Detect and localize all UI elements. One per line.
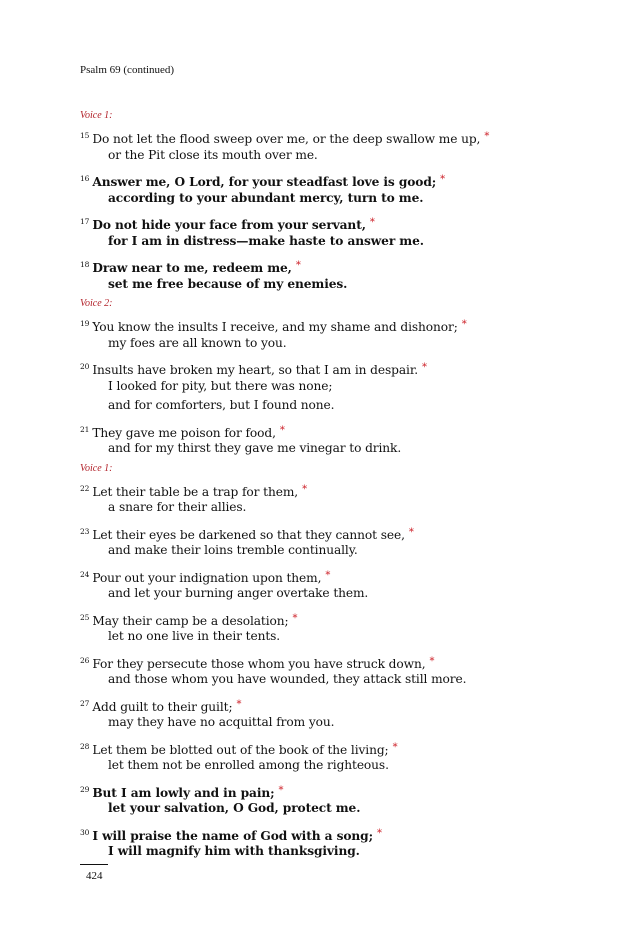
verse-text: and those whom you have wounded, they attack still more. xyxy=(108,672,467,686)
verse-29 xyxy=(80,780,560,819)
verse-26 xyxy=(80,651,560,690)
verse-first-line xyxy=(80,255,560,275)
page-number: 424 xyxy=(86,870,103,882)
verse-text: May their camp be a desolation; xyxy=(92,613,289,628)
verse-text: I will magnify him with thanksgiving. xyxy=(108,844,360,858)
verse-text: according to your abundant mercy, turn to me. xyxy=(108,190,424,205)
verse-number: 15 xyxy=(80,131,90,140)
asterisk-mark: * xyxy=(429,655,435,667)
asterisk-mark: * xyxy=(295,260,301,271)
verse-first-line xyxy=(80,420,560,440)
verse-number: 25 xyxy=(80,612,90,622)
verse-20 xyxy=(80,357,560,416)
verse-text: Do not let the flood sweep over me, or the deep swallow me up, xyxy=(92,132,481,146)
verse-text: Let their eyes be darkened so that they cannot see, xyxy=(92,527,405,542)
verse-first-line xyxy=(80,565,560,585)
verse-text: may they have no acquittal from you. xyxy=(108,715,335,729)
verse-number: 23 xyxy=(80,526,90,536)
verse-first-line xyxy=(80,126,560,146)
asterisk-mark: * xyxy=(461,319,467,330)
verse-number: 16 xyxy=(80,174,90,183)
verse-text: Do not hide your face from your servant, xyxy=(92,218,366,232)
asterisk-mark: * xyxy=(392,741,398,753)
verse-text: Insults have broken my heart, so that I am in despair. xyxy=(92,363,418,377)
verse-continuation-line xyxy=(80,584,560,604)
verse-number: 17 xyxy=(80,217,90,226)
verse-27 xyxy=(80,694,560,733)
verse-number: 21 xyxy=(80,424,90,434)
verse-continuation-line xyxy=(80,275,560,295)
verse-text: I looked for pity, but there was none; xyxy=(108,378,333,393)
asterisk-mark: * xyxy=(376,827,382,839)
verse-first-line xyxy=(80,357,560,377)
verse-text: and for comforters, but I found none. xyxy=(108,398,335,412)
asterisk-mark: * xyxy=(292,612,298,624)
verse-number: 20 xyxy=(80,362,90,371)
verse-continuation-line xyxy=(80,799,560,819)
verse-text: Add guilt to their guilt; xyxy=(92,699,233,714)
verse-first-line xyxy=(80,608,560,628)
verse-continuation-line xyxy=(80,627,560,647)
verse-text: They gave me poison for food, xyxy=(92,425,276,440)
asterisk-mark: * xyxy=(408,526,414,538)
verse-text: set me free because of my enemies. xyxy=(108,276,348,291)
verse-first-line xyxy=(80,823,560,843)
verse-21 xyxy=(80,420,560,459)
verse-first-line xyxy=(80,780,560,800)
verse-continuation-line xyxy=(80,334,560,354)
verse-number: 18 xyxy=(80,260,90,269)
voice-label: Voice 1: xyxy=(80,110,113,121)
verse-continuation-line xyxy=(80,232,560,252)
verse-text: Draw near to me, redeem me, xyxy=(92,261,292,275)
verse-text: But I am lowly and in pain; xyxy=(92,785,275,800)
verse-continuation-line xyxy=(80,146,560,166)
asterisk-mark: * xyxy=(236,698,242,710)
verse-first-line xyxy=(80,737,560,757)
psalm-text xyxy=(80,110,560,866)
verse-continuation-line xyxy=(80,670,560,690)
verse-text: Let them be blotted out of the book of the living; xyxy=(92,742,389,757)
asterisk-mark: * xyxy=(302,483,307,495)
asterisk-mark: * xyxy=(421,362,427,373)
verse-25 xyxy=(80,608,560,647)
verse-continuation-line xyxy=(80,396,560,416)
verse-first-line xyxy=(80,522,560,542)
verse-number: 24 xyxy=(80,569,90,579)
verse-continuation-line xyxy=(80,541,560,561)
verse-18 xyxy=(80,255,560,294)
verse-text: Let their table be a trap for them, xyxy=(92,484,299,499)
verse-28 xyxy=(80,737,560,776)
voice-label: Voice 1: xyxy=(80,462,113,474)
verse-text: and for my thirst they gave me vinegar to drink. xyxy=(108,441,402,455)
verse-continuation-line xyxy=(80,189,560,209)
page-header: Psalm 69 (continued) xyxy=(80,64,175,76)
verse-text: and let your burning anger overtake them. xyxy=(108,586,369,600)
verse-text: let no one live in their tents. xyxy=(108,629,281,643)
verse-24 xyxy=(80,565,560,604)
verse-text: Answer me, O Lord, for your steadfast love is good; xyxy=(92,175,437,189)
verse-30 xyxy=(80,823,560,862)
verse-number: 28 xyxy=(80,741,90,751)
verse-text: let them not be enrolled among the righteous. xyxy=(108,758,389,772)
voice-label: Voice 2: xyxy=(80,298,113,309)
verse-text: For they persecute those whom you have struck down, xyxy=(92,656,426,671)
verse-continuation-line xyxy=(80,842,560,862)
verse-first-line xyxy=(80,651,560,671)
verse-17 xyxy=(80,212,560,251)
verse-first-line xyxy=(80,212,560,232)
footer-rule xyxy=(80,864,108,865)
verse-text: Pour out your indignation upon them, xyxy=(92,570,322,585)
verse-number: 26 xyxy=(80,655,90,665)
verse-text: and make their loins tremble continually. xyxy=(108,543,358,557)
verse-15 xyxy=(80,126,560,165)
verse-text: You know the insults I receive, and my shame and dishonor; xyxy=(92,320,458,334)
verse-text: for I am in distress—make haste to answer me. xyxy=(108,233,424,248)
verse-continuation-line xyxy=(80,498,560,518)
verse-first-line xyxy=(80,314,560,334)
asterisk-mark: * xyxy=(484,131,490,142)
verse-number: 29 xyxy=(80,784,90,794)
verse-text: let your salvation, O God, protect me. xyxy=(108,801,361,815)
asterisk-mark: * xyxy=(369,217,375,228)
verse-continuation-line xyxy=(80,713,560,733)
asterisk-mark: * xyxy=(279,424,285,436)
verse-number: 30 xyxy=(80,827,90,837)
verse-16 xyxy=(80,169,560,208)
verse-19 xyxy=(80,314,560,353)
verse-23 xyxy=(80,522,560,561)
verse-first-line xyxy=(80,479,560,499)
verse-continuation-line xyxy=(80,377,560,397)
verse-text: my foes are all known to you. xyxy=(108,335,287,350)
asterisk-mark: * xyxy=(325,569,331,581)
verse-text: I will praise the name of God with a song; xyxy=(92,828,373,843)
verse-first-line xyxy=(80,694,560,714)
verse-number: 27 xyxy=(80,698,90,708)
verse-first-line xyxy=(80,169,560,189)
verse-continuation-line xyxy=(80,756,560,776)
verse-text: or the Pit close its mouth over me. xyxy=(108,147,318,162)
asterisk-mark: * xyxy=(278,784,284,796)
asterisk-mark: * xyxy=(440,174,446,185)
verse-number: 22 xyxy=(80,483,90,493)
verse-text: a snare for their allies. xyxy=(108,500,247,514)
verse-number: 19 xyxy=(80,319,90,328)
verse-continuation-line xyxy=(80,439,560,459)
verse-22 xyxy=(80,479,560,518)
